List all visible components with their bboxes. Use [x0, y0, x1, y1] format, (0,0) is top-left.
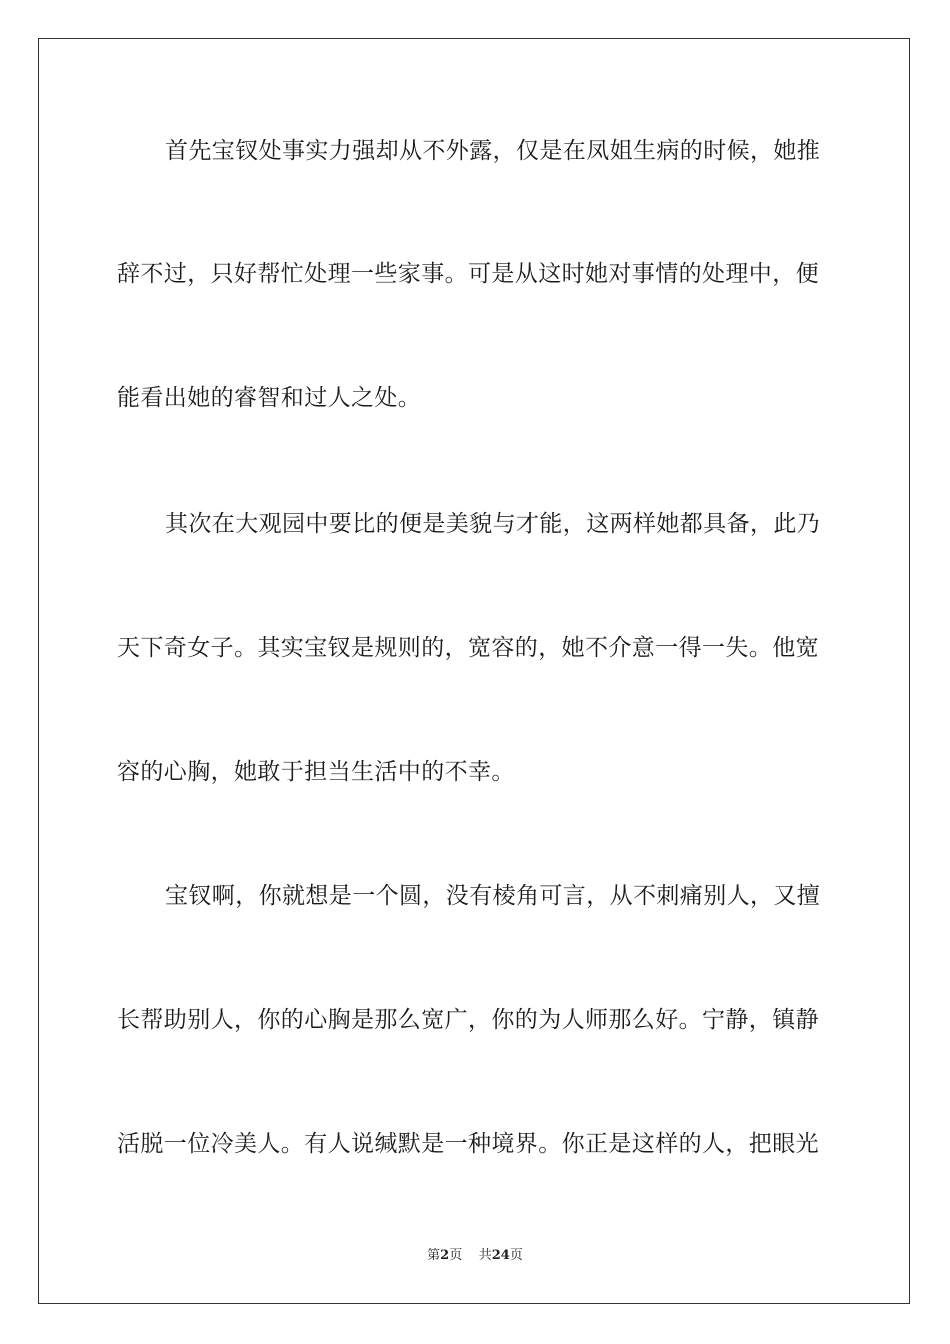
- paragraph-3-line-3: 活脱一位冷美人。有人说缄默是一种境界。你正是这样的人，把眼光: [117, 1131, 819, 1157]
- paragraph-2-line-2: 天下奇女子。其实宝钗是规则的，宽容的，她不介意一得一失。他宽: [117, 635, 819, 661]
- paragraph-1-line-2: 辞不过，只好帮忙处理一些家事。可是从这时她对事情的处理中，便: [117, 261, 819, 287]
- paragraph-3-line-2: 长帮助别人，你的心胸是那么宽广，你的为人师那么好。宁静，镇静: [117, 1007, 819, 1033]
- paragraph-3-line-1: 宝钗啊，你就想是一个圆，没有棱角可言，从不刺痛别人，又擅: [165, 883, 821, 909]
- paragraph-2-line-1: 其次在大观园中要比的便是美貌与才能，这两样她都具备，此乃: [165, 511, 821, 537]
- page-border: [38, 38, 910, 1304]
- paragraph-1-line-1: 首先宝钗处事实力强却从不外露，仅是在凤姐生病的时候，她推: [165, 138, 821, 164]
- page-footer: [0, 1247, 950, 1265]
- page-number-suffix: 页: [449, 1248, 463, 1263]
- total-pages-suffix: 页: [509, 1248, 523, 1263]
- paragraph-2-line-3: 容的心胸，她敢于担当生活中的不幸。: [117, 759, 515, 785]
- page-number-prefix: 第: [427, 1248, 441, 1263]
- total-pages-prefix: 共: [478, 1248, 492, 1263]
- paragraph-1-line-3: 能看出她的睿智和过人之处。: [117, 385, 422, 411]
- total-pages: 24: [491, 1248, 510, 1263]
- page-number: 2: [440, 1248, 450, 1263]
